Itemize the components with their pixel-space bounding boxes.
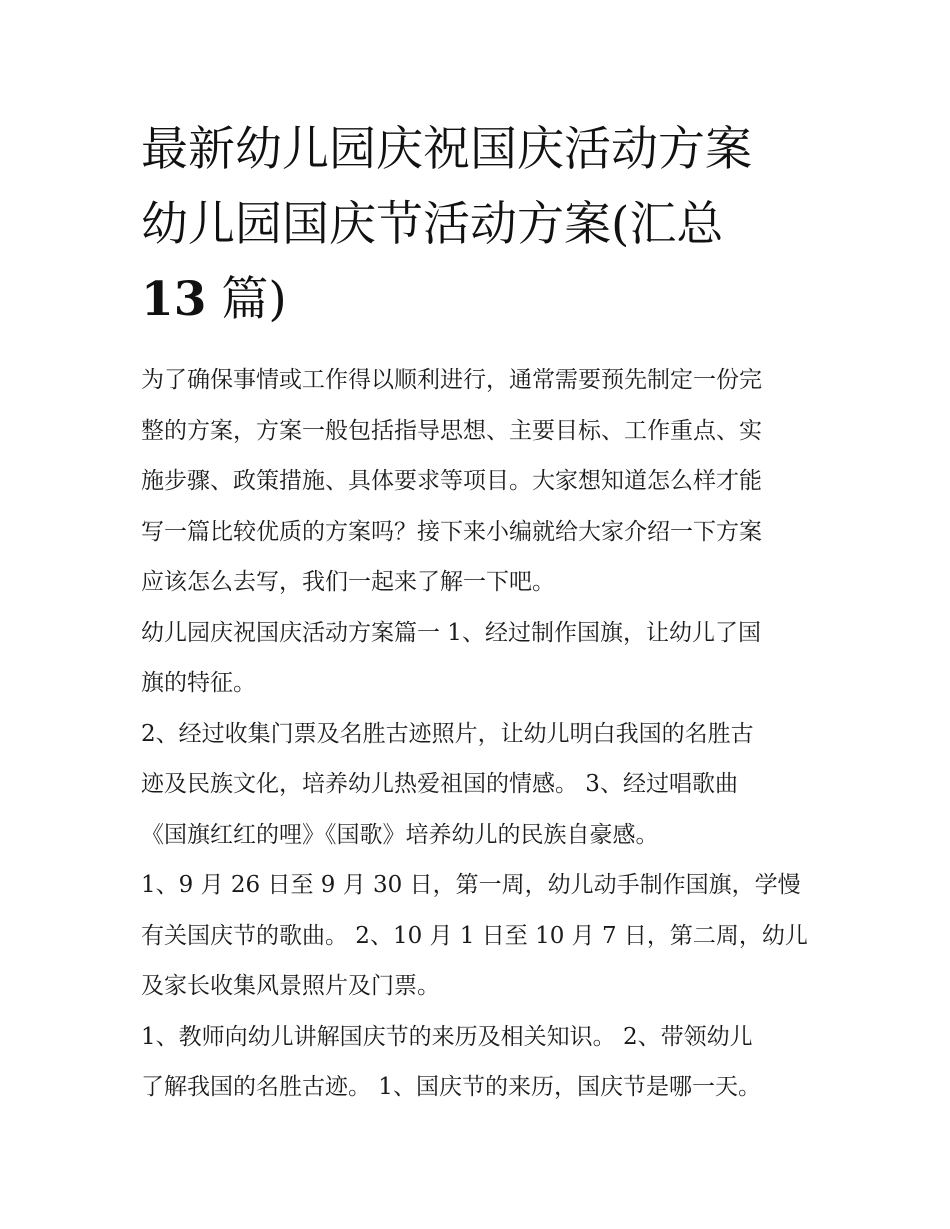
paragraph-line: 了解我国的名胜古迹。 1、国庆节的来历，国庆节是哪一天。: [141, 1074, 761, 1100]
paragraph-line: 应该怎么去写，我们一起来了解一下吧。: [141, 569, 555, 595]
paragraph-section-1: [141, 608, 821, 709]
paragraph-line: 迹及民族文化，培养幼儿热爱祖国的情感。 3、经过唱歌曲: [141, 771, 738, 797]
document-title: [141, 112, 821, 337]
paragraph-intro: [141, 355, 821, 608]
paragraph-line: 及家长收集风景照片及门票。: [141, 973, 440, 999]
paragraph-line: 1、9 月 26 日至 9 月 30 日，第一周，幼儿动手制作国旗，学慢: [141, 872, 801, 898]
paragraph-goals: [141, 709, 821, 861]
title-line-1: 最新幼儿园庆祝国庆活动方案: [141, 122, 752, 177]
paragraph-schedule: [141, 860, 821, 1012]
paragraph-line: 1、教师向幼儿讲解国庆节的来历及相关知识。 2、带领幼儿: [141, 1023, 753, 1050]
paragraph-line: 施步骤、政策措施、具体要求等项目。大家想知道怎么样才能: [141, 468, 762, 494]
paragraph-line: 整的方案，方案一般包括指导思想、主要目标、工作重点、实: [141, 417, 762, 444]
document-body: [141, 355, 821, 1113]
title-line-3: [141, 262, 821, 337]
paragraph-line: 旗的特征。: [141, 670, 256, 696]
paragraph-line: 有关国庆节的歌曲。 2、10 月 1 日至 10 月 7 日，第二周，幼儿: [141, 922, 808, 949]
paragraph-line: 幼儿园庆祝国庆活动方案篇一 1、经过制作国旗，让幼儿了国: [141, 619, 761, 646]
paragraph-line: 《国旗红红的哩》《国歌》培养幼儿的民族自豪感。: [141, 821, 659, 848]
title-line-2: 幼儿园国庆节活动方案(汇总: [141, 197, 724, 252]
title-count: 13: [141, 272, 207, 327]
paragraph-line: 为了确保事情或工作得以顺利进行，通常需要预先制定一份完: [141, 367, 762, 393]
paragraph-line: 写一篇比较优质的方案吗？接下来小编就给大家介绍一下方案: [141, 518, 762, 545]
paragraph-activities: [141, 1012, 821, 1113]
paragraph-line: 2、经过收集门票及名胜古迹照片，让幼儿明白我国的名胜古: [141, 720, 754, 747]
title-line-3-rest: 篇): [206, 272, 287, 327]
